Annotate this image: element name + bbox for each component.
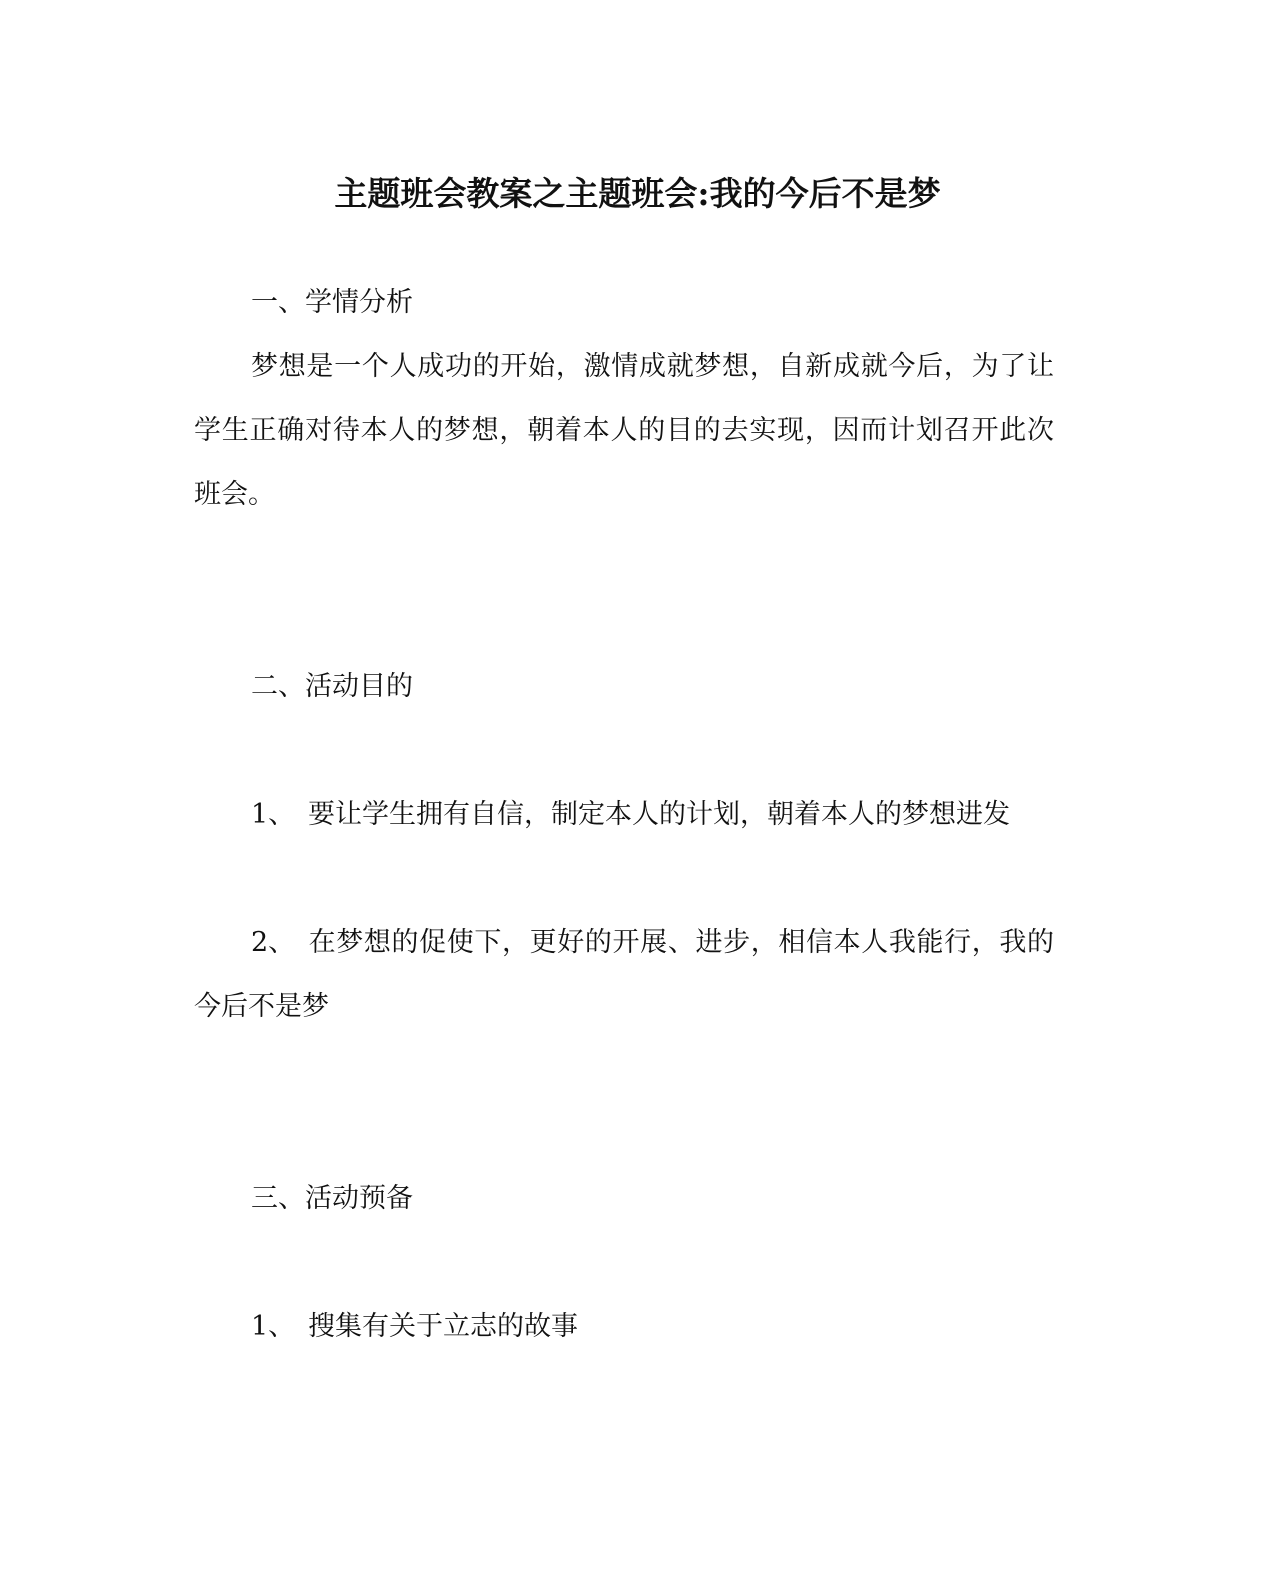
list-item-text: 在梦想的促使下，更好的开展、进步，相信本人我能行，我的今后不是梦 <box>194 927 1054 1022</box>
list-item-number: 1、 <box>251 799 296 830</box>
list-item <box>194 783 1054 847</box>
list-item-number: 1、 <box>251 1311 296 1342</box>
section-heading-preparation: 三、活动预备 <box>251 1183 413 1214</box>
section-paragraph-analysis: 梦想是一个人成功的开始，激情成就梦想，自新成就今后，为了让学生正确对待本人的梦想，朝着本人的目的去实现，因而计划召开此次班会。 <box>194 351 1054 510</box>
list-item <box>194 911 1054 1039</box>
list-item-text: 搜集有关于立志的故事 <box>308 1311 578 1342</box>
document-title: 主题班会教案之主题班会:我的今后不是梦 <box>334 174 941 213</box>
section-heading-analysis: 一、学情分析 <box>251 287 413 318</box>
list-item <box>194 1295 1054 1359</box>
section-heading-purpose: 二、活动目的 <box>251 671 413 702</box>
list-item-text: 要让学生拥有自信，制定本人的计划，朝着本人的梦想进发 <box>308 799 1010 830</box>
list-item-number: 2、 <box>251 927 296 958</box>
